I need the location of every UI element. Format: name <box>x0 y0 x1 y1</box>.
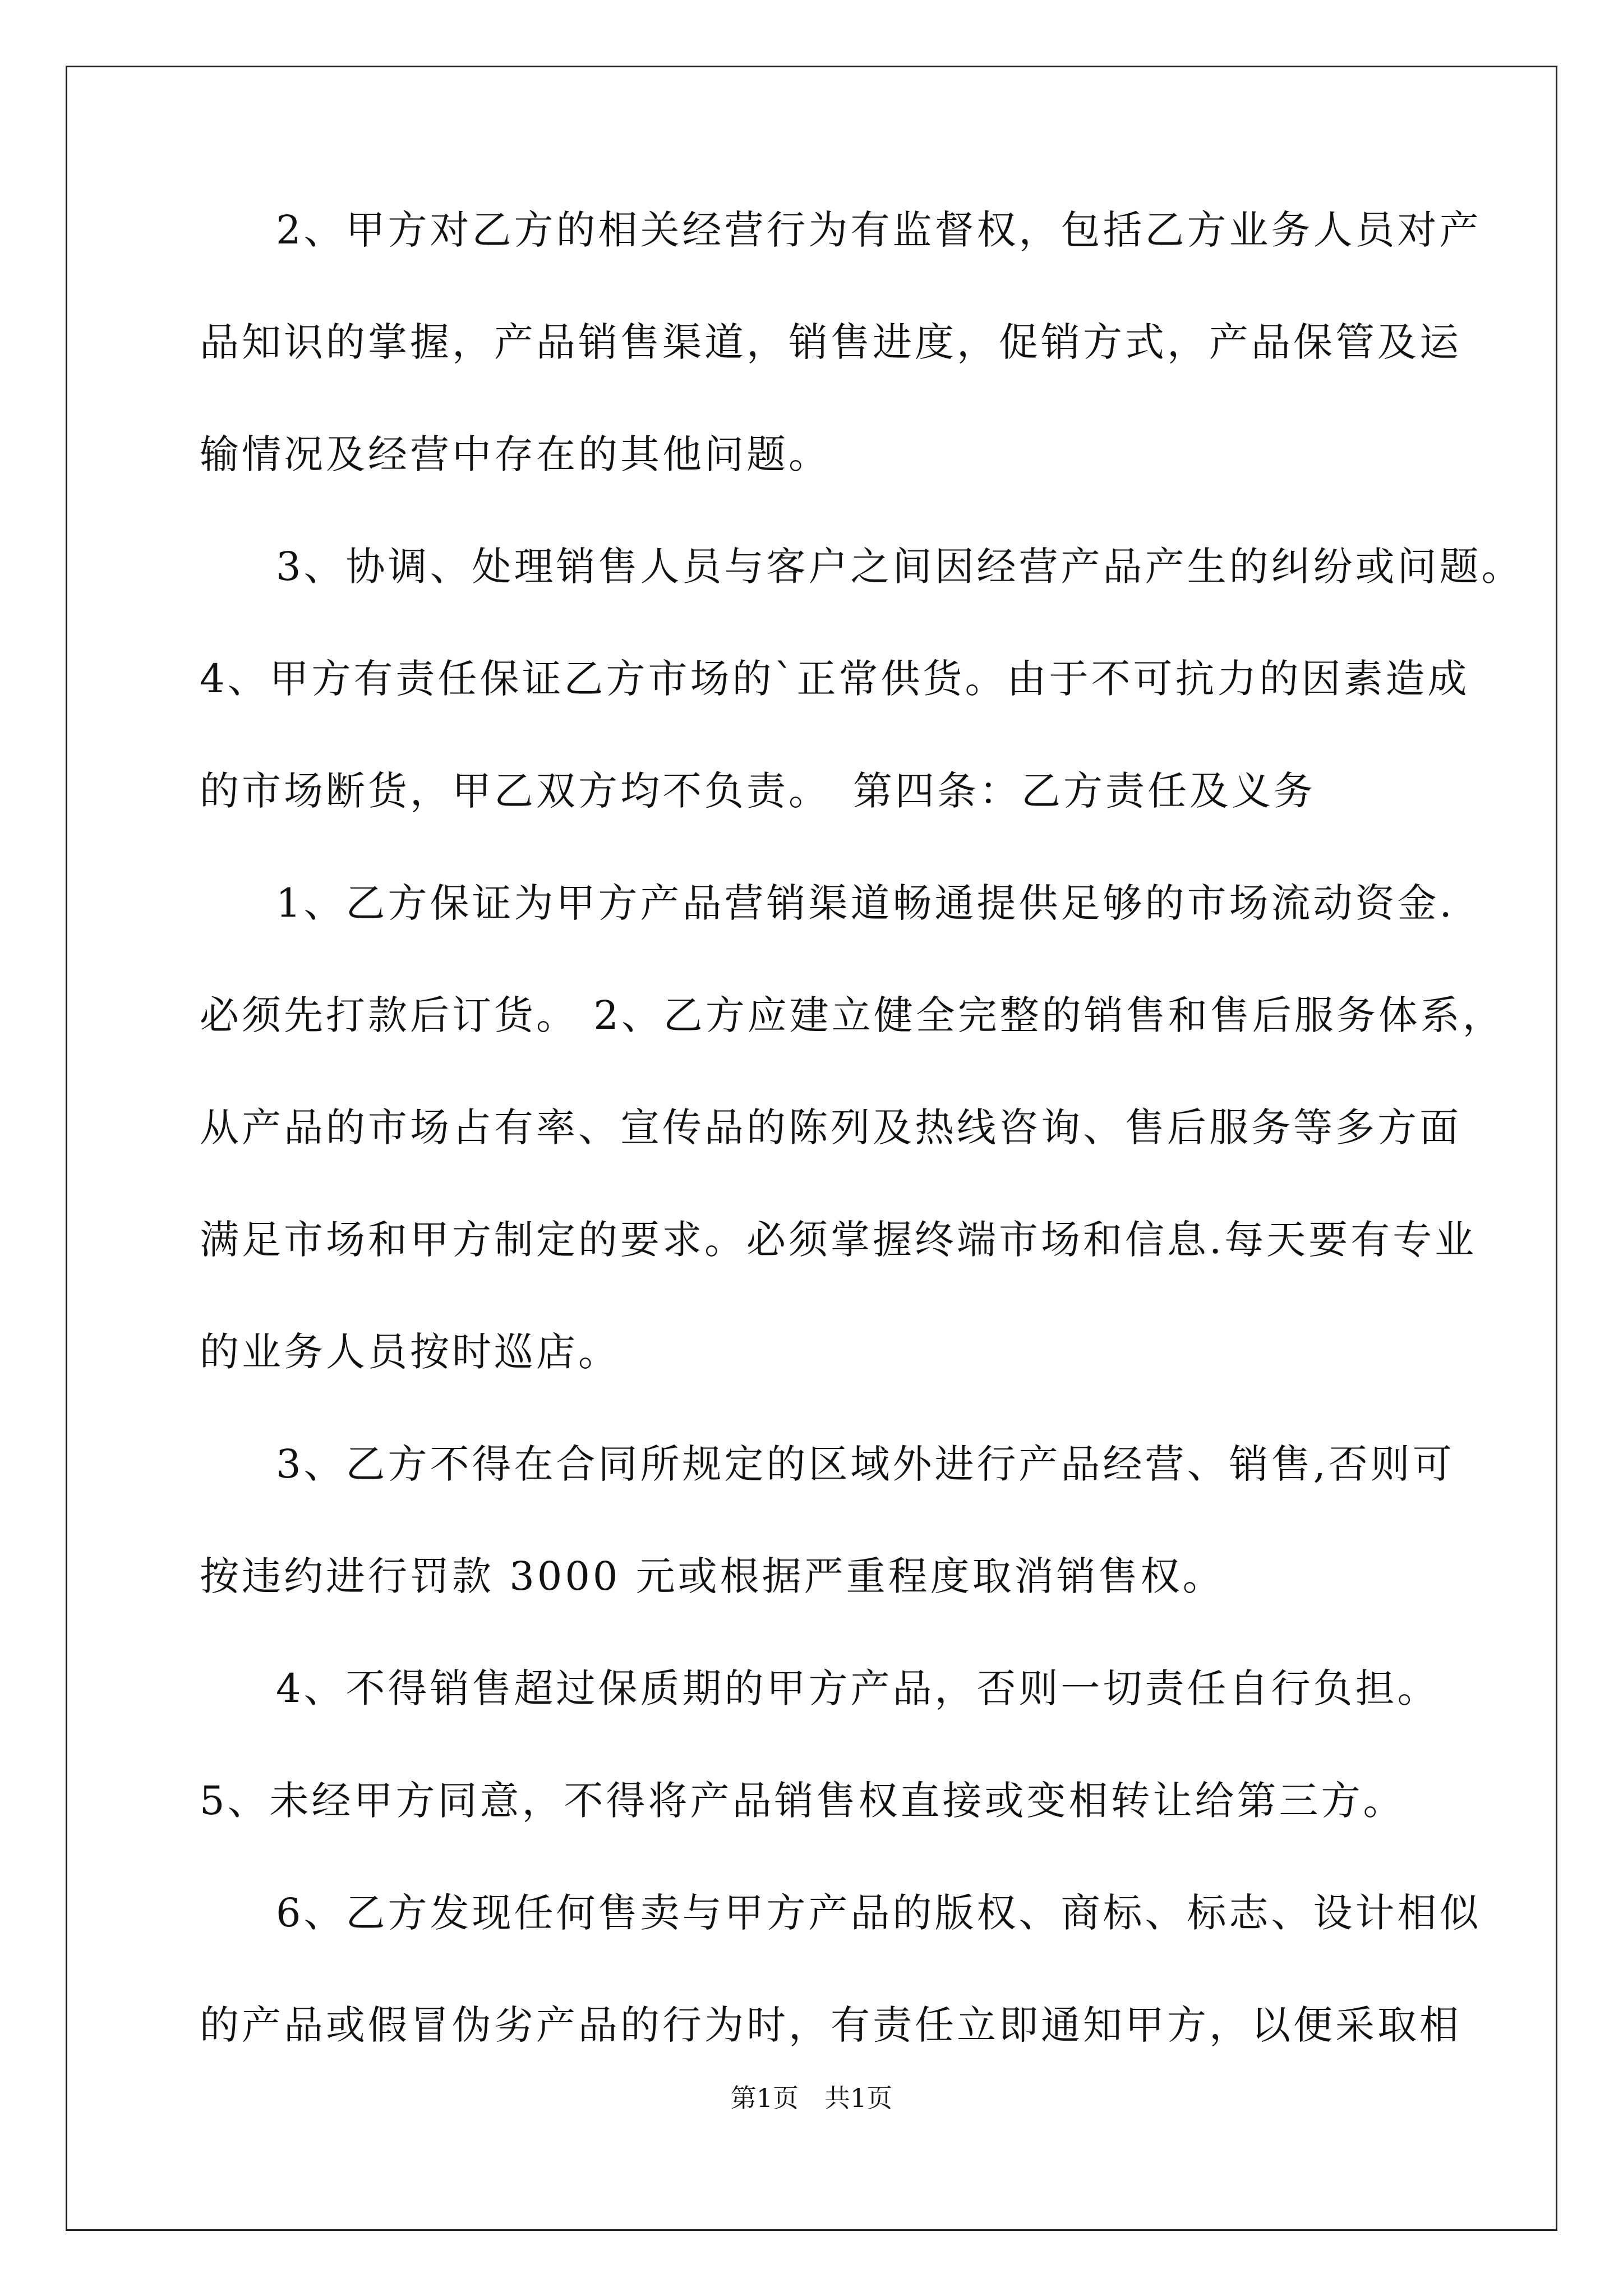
text-line: 从产品的市场占有率、宣传品的陈列及热线咨询、售后服务等多方面 <box>200 1105 1461 1151</box>
text-line: 的市场断货，甲乙双方均不负责。 第四条：乙方责任及义务 <box>200 768 1316 814</box>
text-line: 的业务人员按时巡店。 <box>200 1329 620 1375</box>
text-line: 4、甲方有责任保证乙方市场的`正常供货。由于不可抗力的因素造成 <box>200 656 1470 702</box>
text-line: 满足市场和甲方制定的要求。必须掌握终端市场和信息.每天要有专业 <box>200 1217 1477 1263</box>
page-footer: 第1页 共1页 <box>730 2083 893 2113</box>
text-line: 2、甲方对乙方的相关经营行为有监督权，包括乙方业务人员对产 <box>276 207 1482 253</box>
text-line: 5、未经甲方同意，不得将产品销售权直接或变相转让给第三方。 <box>200 1778 1405 1824</box>
text-line: 品知识的掌握，产品销售渠道，销售进度，促销方式，产品保管及运 <box>200 319 1461 365</box>
text-line: 4、不得销售超过保质期的甲方产品，否则一切责任自行负担。 <box>276 1665 1440 1711</box>
text-line: 输情况及经营中存在的其他问题。 <box>200 431 831 477</box>
text-line: 的产品或假冒伪劣产品的行为时，有责任立即通知甲方，以便采取相 <box>200 2002 1461 2048</box>
text-line: 1、乙方保证为甲方产品营销渠道畅通提供足够的市场流动资金. <box>276 880 1455 926</box>
text-line: 6、乙方发现任何售卖与甲方产品的版权、商标、标志、设计相似 <box>276 1890 1482 1936</box>
text-line: 3、乙方不得在合同所规定的区域外进行产品经营、销售,否则可 <box>276 1441 1455 1487</box>
text-line: 必须先打款后订货。 2、乙方应建立健全完整的销售和售后服务体系， <box>200 992 1505 1038</box>
text-line: 3、协调、处理销售人员与客户之间因经营产品产生的纠纷或问题。 <box>276 544 1524 590</box>
text-line: 按违约进行罚款 3000 元或根据严重程度取消销售权。 <box>200 1553 1225 1599</box>
